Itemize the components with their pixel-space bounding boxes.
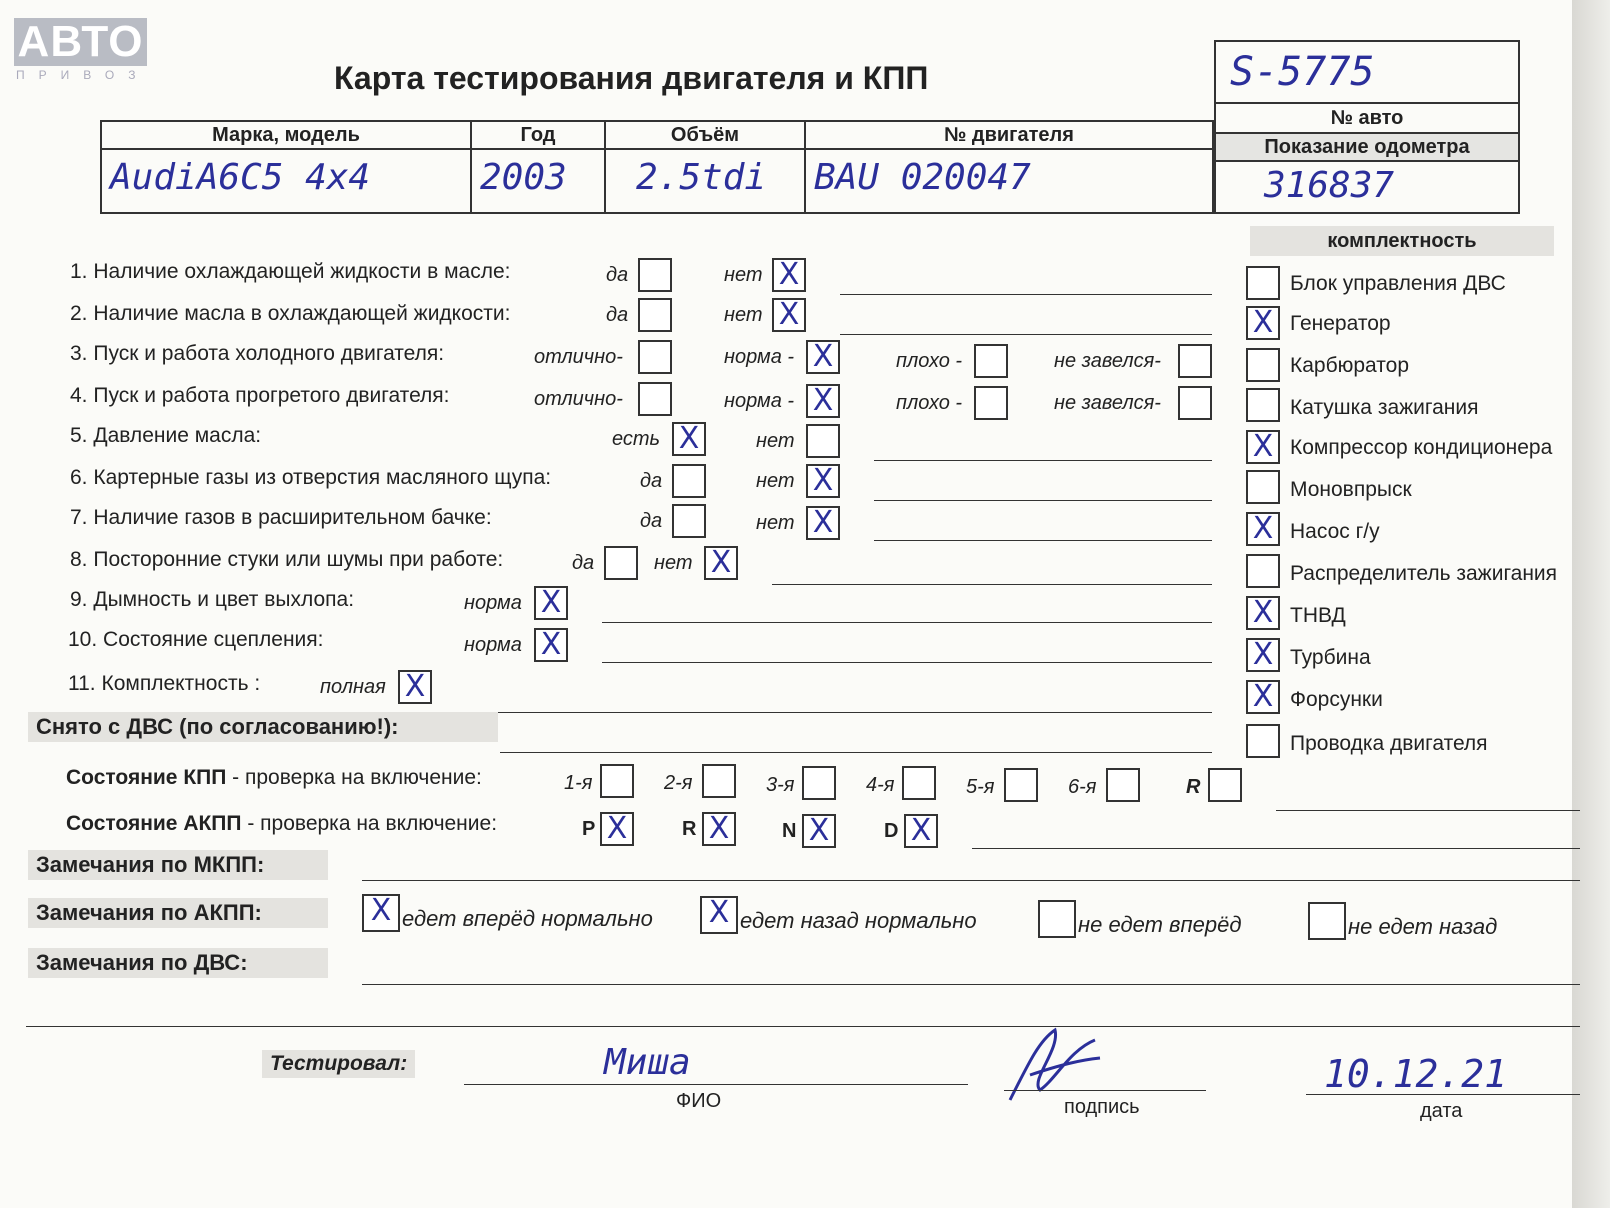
engine-cell	[806, 122, 1212, 212]
tested-by-label: Тестировал:	[262, 1050, 415, 1078]
komplekt-item: Распределитель зажигания	[1290, 562, 1558, 585]
komplekt-checkbox[interactable]: X	[1246, 680, 1280, 714]
akpp-gear-label: P	[582, 818, 596, 840]
akpp-backward-ok-label: едет назад нормально	[740, 908, 977, 933]
date-line	[1306, 1094, 1580, 1095]
akpp-label	[66, 812, 497, 836]
logo-subtitle: ПРИВОЗ	[16, 68, 150, 82]
q3-bad-checkbox[interactable]	[974, 344, 1008, 378]
kpp-gear-label: 5-я	[966, 776, 995, 798]
komplekt-checkbox[interactable]: X	[1246, 638, 1280, 672]
name-caption: ФИО	[676, 1090, 722, 1112]
q4-opt-bad-label: плохо -	[896, 392, 963, 414]
q8-no-checkbox[interactable]: X	[704, 546, 738, 580]
q3-nostart-checkbox[interactable]	[1178, 344, 1212, 378]
volume-cell	[606, 122, 806, 212]
akpp-gear-label: R	[682, 818, 697, 840]
kpp-gear-label: R	[1186, 776, 1201, 798]
brand-cell	[102, 122, 472, 212]
q5-opt-yes-label: есть	[612, 428, 661, 450]
komplekt-item: Проводка двигателя	[1290, 732, 1488, 755]
q3-excellent-checkbox[interactable]	[638, 340, 672, 374]
name-line	[464, 1084, 968, 1085]
akpp-label-bold: Состояние АКПП	[66, 812, 242, 835]
form-title: Карта тестирования двигателя и КПП	[334, 60, 929, 96]
question-text: Пуск и работа холодного двигателя:	[93, 342, 445, 365]
q1-opt-no-label: нет	[724, 264, 763, 286]
kpp-gear-1-checkbox[interactable]	[600, 764, 634, 798]
q1-note-line	[840, 294, 1212, 295]
remarks-mkpp-line	[362, 880, 1580, 881]
removed-label: Снято с ДВС (по согласованию!):	[28, 712, 498, 742]
komplekt-item: Катушка зажигания	[1290, 396, 1479, 419]
q5-note-line	[874, 460, 1212, 461]
q2-opt-yes-label: да	[606, 304, 629, 326]
akpp-gear-label: N	[782, 820, 797, 842]
komplekt-checkbox[interactable]	[1246, 554, 1280, 588]
akpp-no-backward-label: не едет назад	[1348, 914, 1498, 939]
year-value: 2003	[480, 157, 567, 198]
question-1	[70, 260, 510, 284]
q4-nostart-checkbox[interactable]	[1178, 386, 1212, 420]
question-5	[70, 424, 261, 448]
q4-opt-normal-label: норма -	[724, 390, 795, 412]
question-number: 2.	[70, 302, 88, 325]
question-text: Посторонние стуки или шумы при работе:	[93, 548, 504, 571]
q8-opt-no-label: нет	[654, 552, 693, 574]
q1-no-checkbox[interactable]: X	[772, 258, 806, 292]
akpp-no-forward-checkbox[interactable]	[1038, 900, 1076, 938]
kpp-gear-label: 4-я	[866, 774, 895, 796]
volume-label: Объём	[606, 122, 804, 150]
q2-opt-no-label: нет	[724, 304, 763, 326]
tester-name-value: Миша	[604, 1042, 691, 1083]
remarks-dvs-line	[362, 984, 1580, 985]
komplekt-checkbox[interactable]	[1246, 470, 1280, 504]
kpp-gear-4-checkbox[interactable]	[902, 766, 936, 800]
akpp-backward-ok-checkbox[interactable]: X	[700, 896, 738, 934]
question-6	[70, 466, 551, 490]
kpp-label-bold: Состояние КПП	[66, 766, 227, 789]
q6-opt-yes-label: да	[640, 470, 663, 492]
akpp-note-line	[972, 848, 1580, 849]
question-8	[70, 548, 503, 572]
question-text: Наличие газов в расширительном бачке:	[93, 506, 492, 529]
akpp-gear-d-checkbox[interactable]: X	[904, 814, 938, 848]
auto-box	[1214, 40, 1520, 214]
question-number: 11.	[68, 672, 96, 695]
question-7	[70, 506, 492, 530]
remarks-mkpp-label: Замечания по МКПП:	[28, 850, 328, 880]
q4-opt-excellent-label: отлично-	[534, 388, 623, 410]
akpp-gear-label: D	[884, 820, 899, 842]
akpp-gear-n-checkbox[interactable]: X	[802, 814, 836, 848]
komplekt-item: Моновпрыск	[1290, 478, 1412, 501]
question-number: 8.	[70, 548, 88, 571]
kpp-label	[66, 766, 482, 790]
q5-opt-no-label: нет	[756, 430, 795, 452]
question-text: Наличие охлаждающей жидкости в масле:	[93, 260, 511, 283]
komplekt-checkbox[interactable]: X	[1246, 512, 1280, 546]
kpp-gear-3-checkbox[interactable]	[802, 766, 836, 800]
signature-caption: подпись	[1064, 1096, 1140, 1118]
question-text: Пуск и работа прогретого двигателя:	[93, 384, 450, 407]
kpp-gear-r-checkbox[interactable]	[1208, 768, 1242, 802]
header-table	[100, 120, 1214, 214]
kpp-gear-label: 1-я	[564, 772, 593, 794]
logo: АВТО	[14, 18, 147, 66]
komplekt-checkbox[interactable]	[1246, 266, 1280, 300]
q4-opt-nostart-label: не завелся-	[1054, 392, 1161, 414]
question-10	[68, 628, 323, 652]
question-number: 7.	[70, 506, 88, 529]
q7-yes-checkbox[interactable]	[672, 504, 706, 538]
year-label: Год	[472, 122, 604, 150]
komplekt-checkbox[interactable]	[1246, 388, 1280, 422]
question-text: Комплектность :	[101, 672, 261, 695]
q4-bad-checkbox[interactable]	[974, 386, 1008, 420]
akpp-no-backward-checkbox[interactable]	[1308, 902, 1346, 940]
q7-no-checkbox[interactable]: X	[806, 506, 840, 540]
q8-yes-checkbox[interactable]	[604, 546, 638, 580]
komplekt-checkbox[interactable]	[1246, 724, 1280, 758]
q6-opt-no-label: нет	[756, 470, 795, 492]
q3-opt-nostart-label: не завелся-	[1054, 350, 1161, 372]
auto-number-label: № авто	[1216, 104, 1518, 134]
question-11	[68, 672, 260, 696]
q1-opt-yes-label: да	[606, 264, 629, 286]
kpp-gear-2-checkbox[interactable]	[702, 764, 736, 798]
question-4	[70, 384, 450, 408]
komplekt-item: Карбюратор	[1290, 354, 1410, 377]
remarks-akpp-label: Замечания по АКПП:	[28, 898, 328, 928]
q7-opt-no-label: нет	[756, 512, 795, 534]
q10-normal-checkbox[interactable]: X	[534, 628, 568, 662]
q5-yes-checkbox[interactable]: X	[672, 422, 706, 456]
q11-opt-full-label: полная	[320, 676, 386, 698]
date-value: 10.12.21	[1324, 1052, 1508, 1096]
q9-note-line	[602, 622, 1212, 623]
question-number: 9.	[70, 588, 88, 611]
q11-full-checkbox[interactable]: X	[398, 670, 432, 704]
q8-opt-yes-label: да	[572, 552, 595, 574]
question-number: 4.	[70, 384, 88, 407]
akpp-label-rest: - проверка на включение:	[241, 812, 498, 835]
question-number: 6.	[70, 466, 88, 489]
year-cell	[472, 122, 606, 212]
separator-line	[26, 1026, 1580, 1027]
kpp-label-rest: - проверка на включение:	[226, 766, 482, 789]
question-text: Наличие масла в охлаждающей жидкости:	[93, 302, 511, 325]
removed-line	[500, 752, 1212, 753]
q2-no-checkbox[interactable]: X	[772, 298, 806, 332]
q2-yes-checkbox[interactable]	[638, 298, 672, 332]
engine-label: № двигателя	[806, 122, 1212, 150]
komplekt-item: Генератор	[1290, 312, 1391, 335]
brand-label: Марка, модель	[102, 122, 470, 150]
komplekt-item: Компрессор кондиционера	[1290, 436, 1553, 459]
auto-number-value: S-5775	[1216, 42, 1518, 104]
kpp-gear-label: 2-я	[664, 772, 693, 794]
komplekt-item: Насос г/у	[1290, 520, 1380, 543]
q9-normal-checkbox[interactable]: X	[534, 586, 568, 620]
akpp-gear-p-checkbox[interactable]: X	[600, 812, 634, 846]
brand-value: AudiA6C5 4x4	[110, 157, 371, 198]
question-3	[70, 342, 444, 366]
question-text: Давление масла:	[93, 424, 262, 447]
kpp-note-line	[1276, 810, 1580, 811]
q3-opt-normal-label: норма -	[724, 346, 795, 368]
odometer-label: Показание одометра	[1216, 134, 1518, 162]
kpp-gear-5-checkbox[interactable]	[1004, 768, 1038, 802]
q4-excellent-checkbox[interactable]	[638, 382, 672, 416]
q6-yes-checkbox[interactable]	[672, 464, 706, 498]
komplekt-checkbox[interactable]: X	[1246, 306, 1280, 340]
signature-line	[1004, 1090, 1206, 1091]
q1-yes-checkbox[interactable]	[638, 258, 672, 292]
question-text: Состояние сцепления:	[103, 628, 324, 651]
akpp-forward-ok-label: едет вперёд нормально	[402, 906, 653, 931]
q3-opt-excellent-label: отлично-	[534, 346, 623, 368]
komplekt-item: ТНВД	[1290, 604, 1346, 627]
q6-no-checkbox[interactable]: X	[806, 464, 840, 498]
q3-normal-checkbox[interactable]: X	[806, 340, 840, 374]
q8-note-line	[772, 584, 1212, 585]
volume-value: 2.5tdi	[636, 157, 767, 198]
kpp-gear-label: 3-я	[766, 774, 795, 796]
question-number: 1.	[70, 260, 88, 283]
komplekt-heading: комплектность	[1250, 226, 1554, 256]
komplekt-item: Блок управления ДВС	[1290, 272, 1506, 295]
q11-note-line	[468, 712, 1212, 713]
kpp-gear-label: 6-я	[1068, 776, 1097, 798]
question-text: Картерные газы из отверстия масляного щупа:	[93, 466, 552, 489]
q5-no-checkbox[interactable]	[806, 424, 840, 458]
odometer-value: 316837	[1264, 165, 1395, 206]
q3-opt-bad-label: плохо -	[896, 350, 963, 372]
question-9	[70, 588, 354, 612]
q10-note-line	[602, 662, 1212, 663]
date-caption: дата	[1420, 1100, 1463, 1122]
q7-opt-yes-label: да	[640, 510, 663, 532]
akpp-gear-r-checkbox[interactable]: X	[702, 812, 736, 846]
komplekt-checkbox[interactable]: X	[1246, 596, 1280, 630]
question-number: 3.	[70, 342, 88, 365]
engine-value: BAU 020047	[814, 157, 1031, 198]
komplekt-checkbox[interactable]	[1246, 348, 1280, 382]
question-2	[70, 302, 510, 326]
question-number: 10.	[68, 628, 98, 651]
komplekt-item: Форсунки	[1290, 688, 1383, 711]
komplekt-checkbox[interactable]: X	[1246, 430, 1280, 464]
q7-note-line	[874, 540, 1212, 541]
akpp-forward-ok-checkbox[interactable]: X	[362, 894, 400, 932]
q6-note-line	[874, 500, 1212, 501]
question-text: Дымность и цвет выхлопа:	[93, 588, 355, 611]
q4-normal-checkbox[interactable]: X	[806, 384, 840, 418]
q2-note-line	[840, 334, 1212, 335]
remarks-dvs-label: Замечания по ДВС:	[28, 948, 328, 978]
q9-opt-normal-label: норма	[464, 592, 522, 614]
q10-opt-normal-label: норма	[464, 634, 522, 656]
komplekt-item: Турбина	[1290, 646, 1371, 669]
question-number: 5.	[70, 424, 88, 447]
kpp-gear-6-checkbox[interactable]	[1106, 768, 1140, 802]
akpp-no-forward-label: не едет вперёд	[1078, 912, 1242, 937]
